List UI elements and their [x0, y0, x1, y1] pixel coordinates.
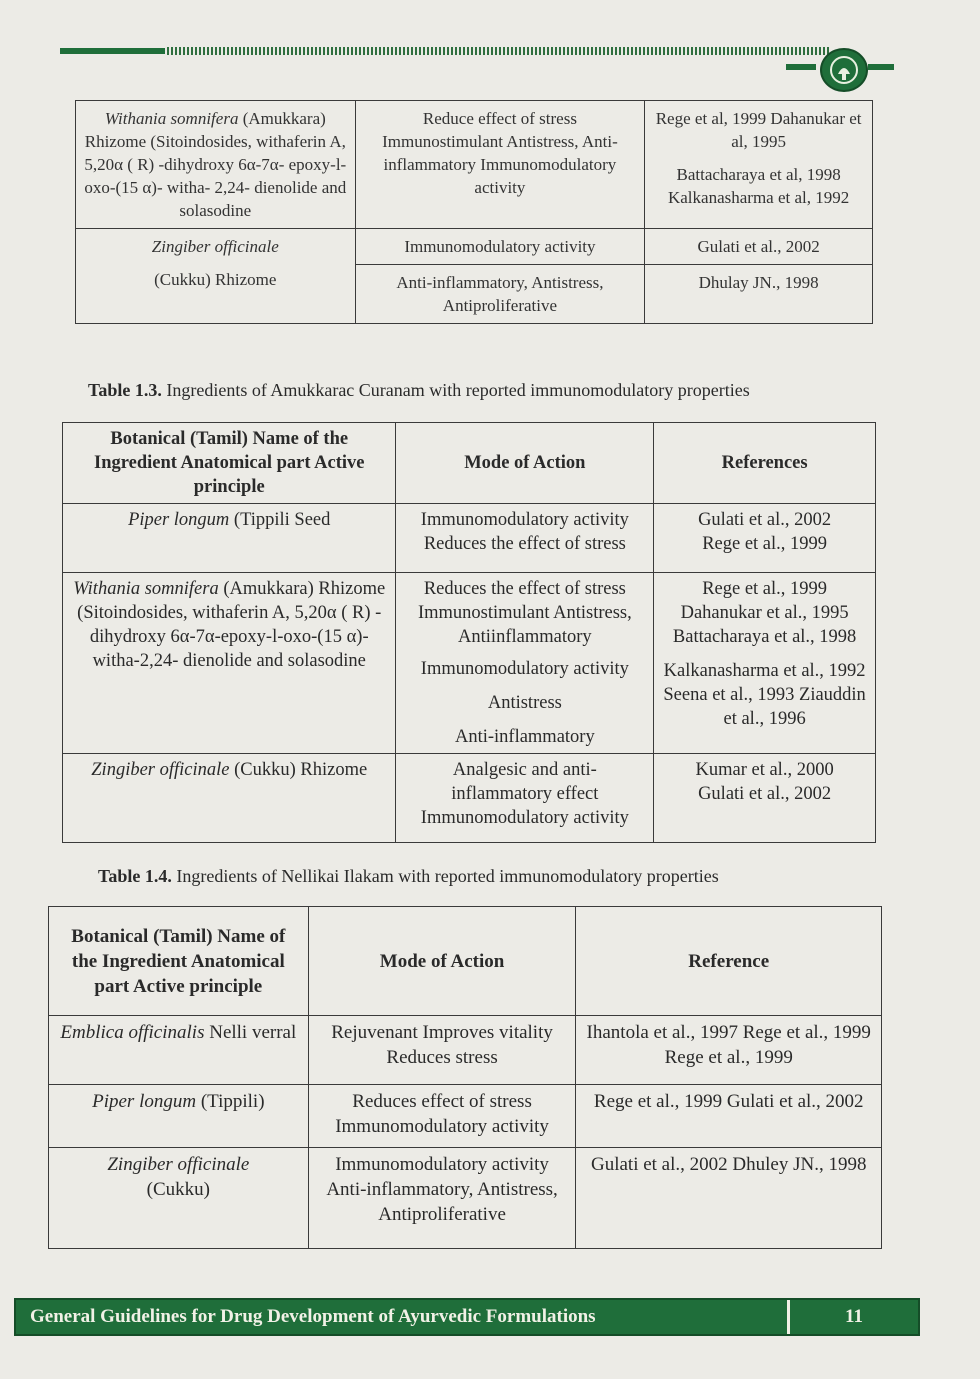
references-cell: Rege et al, 1999 Dahanukar et al, 1995 Battacharaya et al, 1998 Kalkanasharma et al, 1992	[645, 101, 873, 229]
column-header: Botanical (Tamil) Name of the Ingredient Anatomical part Active principle	[63, 423, 396, 504]
ingredients-table-1-4	[48, 906, 882, 1249]
column-header: Mode of Action	[396, 423, 654, 504]
botanical-cell: Zingiber officinale (Cukku) Rhizome	[63, 754, 396, 843]
page-footer	[14, 1298, 920, 1336]
references-cell: Dhulay JN., 1998	[645, 265, 873, 324]
references-cell: Ihantola et al., 1997 Rege et al., 1999 Rege et al., 1999	[576, 1016, 882, 1085]
table-row	[63, 504, 876, 573]
header-rule	[60, 46, 830, 56]
mode-cell: Rejuvenant Improves vitality Reduces stress	[308, 1016, 576, 1085]
page-number: 11	[845, 1306, 863, 1327]
ayurveda-emblem-icon	[820, 48, 868, 92]
mode-cell: Analgesic and anti-inflammatory effect Immunomodulatory activity	[396, 754, 654, 843]
column-header: Mode of Action	[308, 907, 576, 1016]
botanical-cell: Piper longum (Tippili)	[49, 1085, 309, 1148]
mode-cell: Anti-inflammatory, Antistress, Antiproliferative	[355, 265, 645, 324]
ingredients-table-1-3	[62, 422, 876, 843]
mode-cell: Immunomodulatory activity	[355, 229, 645, 265]
table-row	[63, 573, 876, 754]
table-row	[49, 1016, 882, 1085]
mode-cell: Reduces effect of stress Immunomodulatory activity	[308, 1085, 576, 1148]
botanical-cell: Withania somnifera (Amukkara) Rhizome (Sitoindosides, withaferin A, 5,20α ( R) -dihydroxy 6α-7α-epoxy-l-oxo-(15 α)- witha-2,24- dienolide and solasodine	[63, 573, 396, 754]
botanical-cell: Withania somnifera (Amukkara) Rhizome (Sitoindosides, withaferin A, 5,20α ( R) -dihydroxy 6α-7α- epoxy-l-oxo-(15 α)- witha- 2,24- dienolide and solasodine	[76, 101, 356, 229]
botanical-cell: Emblica officinalis Nelli verral	[49, 1016, 309, 1085]
mode-cell: Immunomodulatory activity Anti-inflammatory, Antistress, Antiproliferative	[308, 1148, 576, 1249]
header-rule-tail	[868, 64, 894, 70]
column-header: Reference	[576, 907, 882, 1016]
table-header-row	[49, 907, 882, 1016]
table-row	[76, 229, 873, 265]
references-cell: Gulati et al., 2002 Dhuley JN., 1998	[576, 1148, 882, 1249]
botanical-cell: Piper longum (Tippili Seed	[63, 504, 396, 573]
references-cell: Rege et al., 1999 Gulati et al., 2002	[576, 1085, 882, 1148]
table-row	[49, 1085, 882, 1148]
references-cell: Rege et al., 1999 Dahanukar et al., 1995 Battacharaya et al., 1998 Kalkanasharma et al., 1992 Seena et al., 1993 Ziauddin et al., 1996	[654, 573, 876, 754]
footer-title: General Guidelines for Drug Development of Ayurvedic Formulations	[16, 1300, 790, 1334]
mode-cell: Reduce effect of stress Immunostimulant Antistress, Anti-inflammatory Immunomodulatory activity	[355, 101, 645, 229]
table-caption: Table 1.4. Ingredients of Nellikai Ilakam with reported immunomodulatory properties	[98, 866, 719, 886]
mode-cell: Reduces the effect of stress Immunostimulant Antistress, Antiinflammatory Immunomodulatory activity Antistress Anti-inflammatory	[396, 573, 654, 754]
continued-table	[75, 100, 873, 324]
column-header: Botanical (Tamil) Name of the Ingredient Anatomical part Active principle	[49, 907, 309, 1016]
references-cell: Gulati et al., 2002	[645, 229, 873, 265]
table-row	[63, 754, 876, 843]
mode-cell: Immunomodulatory activity Reduces the effect of stress	[396, 504, 654, 573]
column-header: References	[654, 423, 876, 504]
table-caption: Table 1.3. Ingredients of Amukkarac Curanam with reported immunomodulatory properties	[88, 380, 750, 400]
header-rule-dashes	[167, 47, 830, 55]
references-cell: Kumar et al., 2000 Gulati et al., 2002	[654, 754, 876, 843]
botanical-cell: Zingiber officinale (Cukku)	[49, 1148, 309, 1249]
botanical-cell: Zingiber officinale (Cukku) Rhizome	[76, 229, 356, 324]
table-row	[76, 101, 873, 229]
table-header-row	[63, 423, 876, 504]
references-cell: Gulati et al., 2002 Rege et al., 1999	[654, 504, 876, 573]
header-rule-solid	[60, 48, 165, 54]
header-rule-end	[786, 64, 816, 70]
table-row	[49, 1148, 882, 1249]
